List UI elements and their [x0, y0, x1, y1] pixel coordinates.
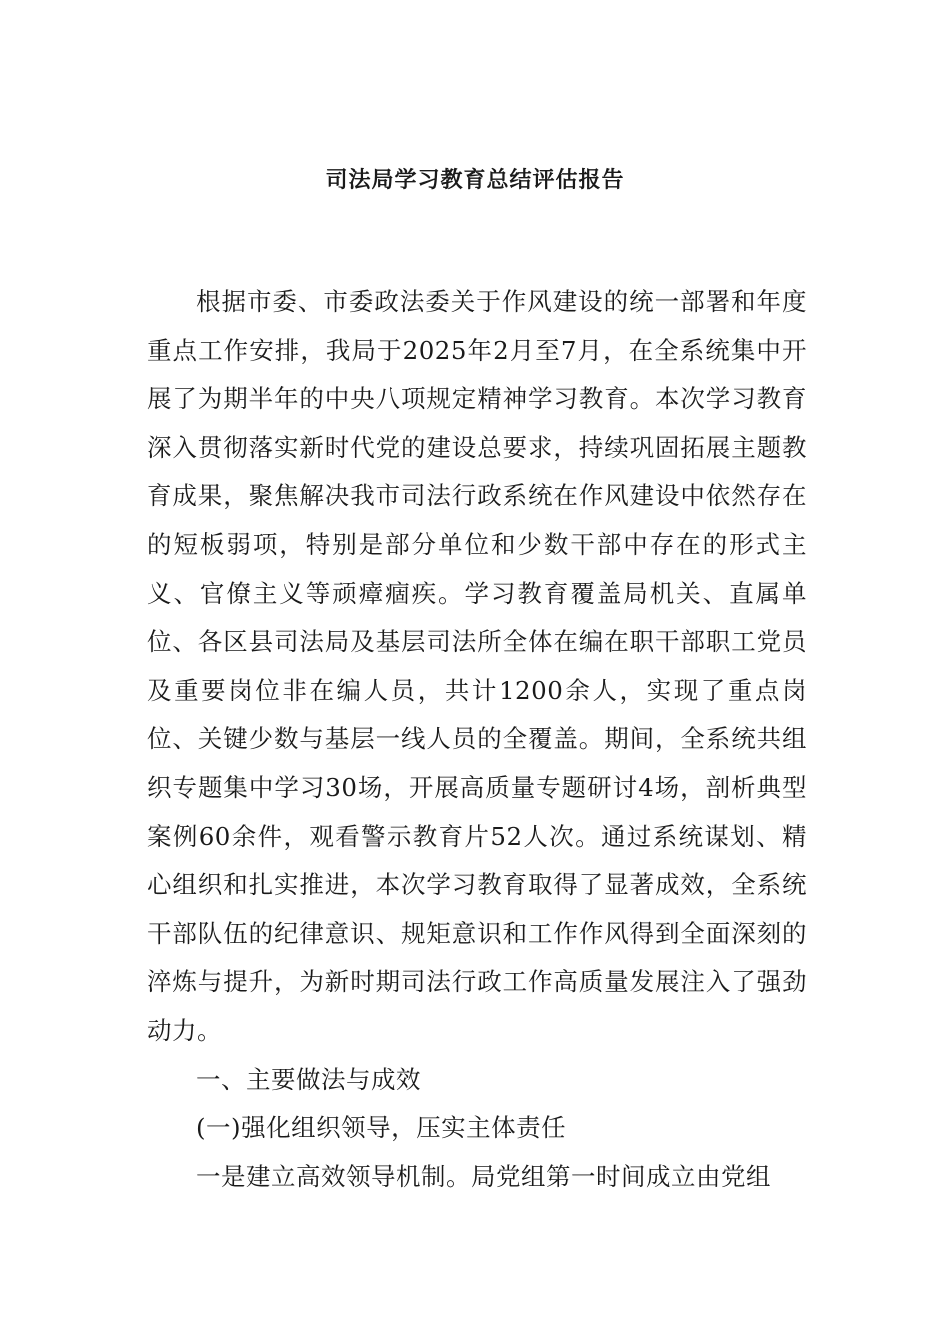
document-body	[147, 278, 807, 1201]
subsection-heading: (一)强化组织领导，压实主体责任	[196, 1113, 567, 1143]
section-heading: 一、主要做法与成效	[196, 1064, 421, 1094]
document-title: 司法局学习教育总结评估报告	[325, 168, 625, 193]
body-paragraph: 一是建立高效领导机制。局党组第一时间成立由党组	[196, 1161, 771, 1191]
intro-paragraph: 根据市委、市委政法委关于作风建设的统一部署和年度重点工作安排，我局于2025年2月至7月，在全系统集中开展了为期半年的中央八项规定精神学习教育。本次学习教育深入贯彻落实新时代党的建设总要求，持续巩固拓展主题教育成果，聚焦解决我市司法行政系统在作风建设中依然存在的短板弱项，特别是部分单位和少数干部中存在的形式主义、官僚主义等顽瘴痼疾。学习教育覆盖局机关、直属单位、各区县司法局及基层司法所全体在编在职干部职工党员及重要岗位非在编人员，共计1200余人，实现了重点岗位、关键少数与基层一线人员的全覆盖。期间，全系统共组织专题集中学习30场，开展高质量专题研讨4场，剖析典型案例60余件，观看警示教育片52人次。通过系统谋划、精心组织和扎实推进，本次学习教育取得了显著成效，全系统干部队伍的纪律意识、规矩意识和工作作风得到全面深刻的淬炼与提升，为新时期司法行政工作高质量发展注入了强劲动力。	[147, 287, 807, 1045]
